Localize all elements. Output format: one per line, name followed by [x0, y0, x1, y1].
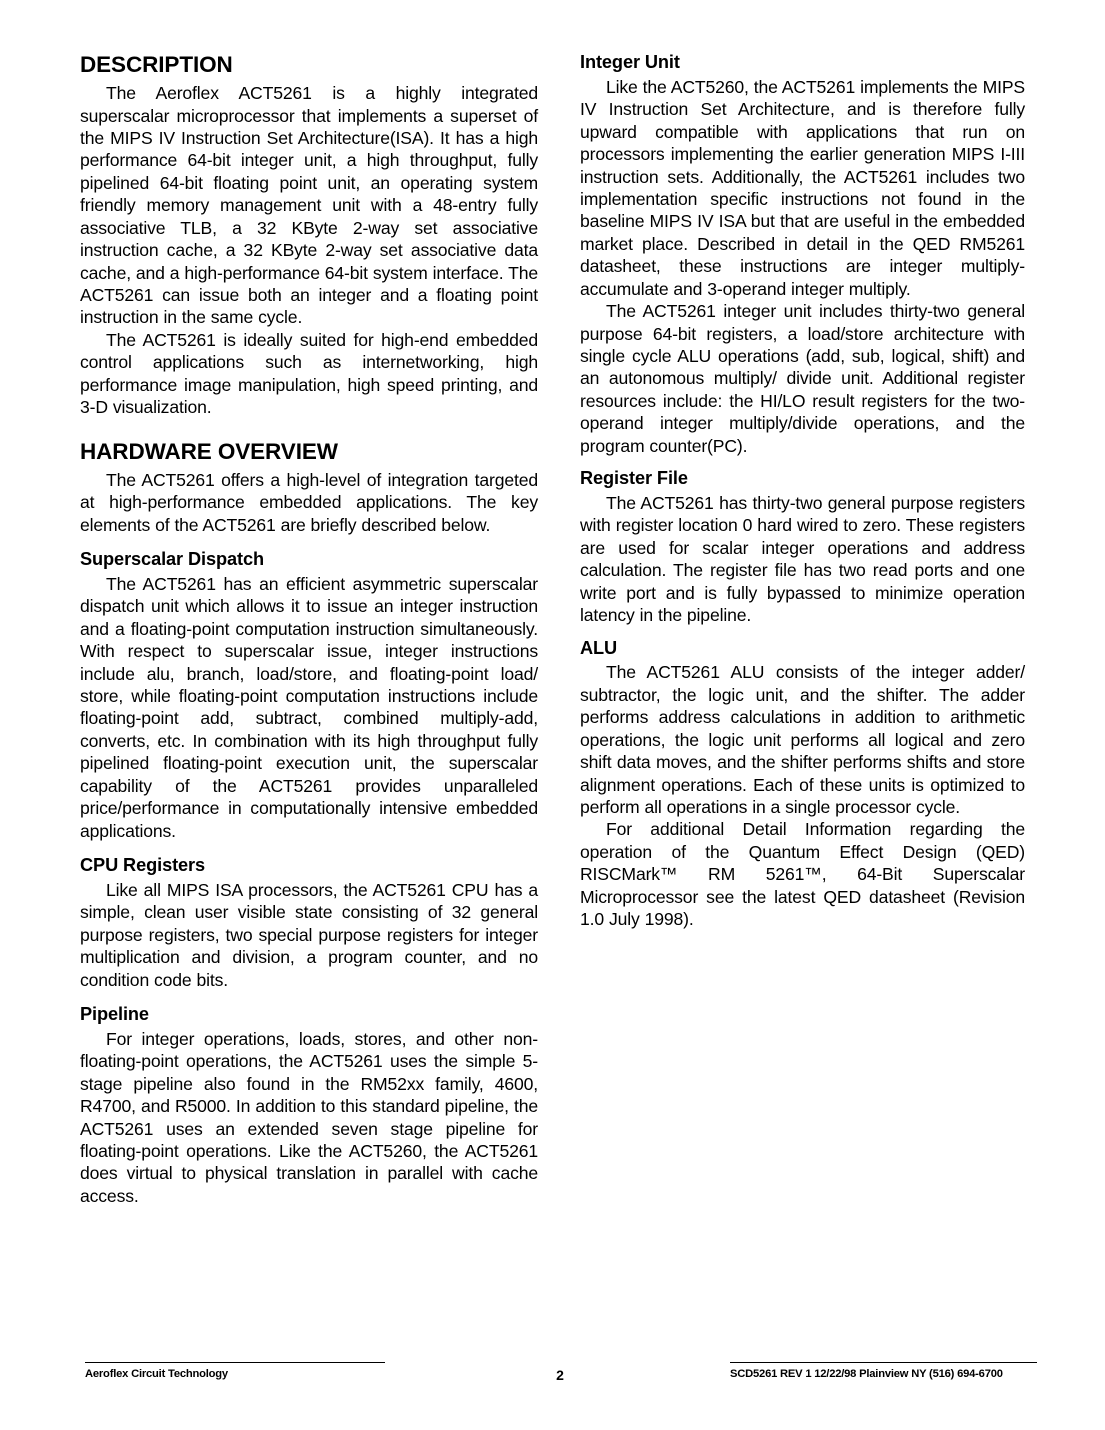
- hardware-overview-heading: HARDWARE OVERVIEW: [80, 438, 338, 464]
- footer-right-block: [730, 1362, 1037, 1380]
- footer-company-name: Aeroflex Circuit Technology: [85, 1368, 228, 1380]
- register-file-heading: Register File: [580, 468, 688, 489]
- description-heading: DESCRIPTION: [80, 52, 233, 77]
- left-column: [80, 52, 538, 1207]
- superscalar-dispatch-heading: Superscalar Dispatch: [80, 548, 264, 569]
- additional-info-paragraph: For additional Detail Information regarding the operation of the Quantum Effect Design (QED) RISCMark™ RM 5261™, 64-Bit Superscalar Microprocessor see the latest QED datasheet (Revision 1.0 July 1998).: [580, 819, 1025, 930]
- two-column-body: [80, 52, 1025, 1207]
- right-column: [580, 52, 1025, 1207]
- description-paragraph-1: The Aeroflex ACT5261 is a highly integrated superscalar microprocessor that implements a superset of the MIPS IV Instruction Set Architecture(ISA). It has a high performance 64-bit integer unit, a high throughput, fully pipelined 64-bit floating point unit, an operating system friendly memory management unit with a 48-entry fully associative TLB, a 32 KByte 2-way set associative instruction cache, a 32 KByte 2-way set associative data cache, and a high-performance 64-bit system interface. The ACT5261 can issue both an integer and a floating point instruction in the same cycle.: [80, 83, 538, 328]
- cpu-registers-paragraph-1: Like all MIPS ISA processors, the ACT5261 CPU has a simple, clean user visible state consisting of 32 general purpose registers, two special purpose registers for integer multiplication and division, a program counter, and no condition code bits.: [80, 879, 538, 990]
- pipeline-paragraph-1: For integer operations, loads, stores, and other non-floating-point operations, the ACT5261 uses the simple 5-stage pipeline also found in the RM52xx family, 4600, R4700, and R5000. In addition to this standard pipeline, the ACT5261 uses an extended seven stage pipeline for floating-point operations. Like the ACT5260, the ACT5261 does virtual to physical translation in parallel with cache access.: [80, 1028, 538, 1206]
- cpu-registers-heading: CPU Registers: [80, 854, 206, 875]
- page-number: 2: [556, 1367, 564, 1383]
- pipeline-heading: Pipeline: [80, 1003, 149, 1024]
- integer-unit-heading: Integer Unit: [580, 52, 680, 72]
- integer-unit-paragraph-2: The ACT5261 integer unit includes thirty-two general purpose 64-bit registers, a load/store architecture with single cycle ALU operations (add, sub, logical, shift) and an autonomous multiply/ divide unit. Additional register resources include: the HI/LO result registers for the two-operand integer multiply/divide operations, and the program counter(PC).: [580, 301, 1025, 456]
- hardware-overview-paragraph-1: The ACT5261 offers a high-level of integration targeted at high-performance embedded applications. The key elements of the ACT5261 are briefly described below.: [80, 469, 538, 535]
- integer-unit-paragraph-1: Like the ACT5260, the ACT5261 implements the MIPS IV Instruction Set Architecture, and is therefore fully upward compatible with applications that run on processors implementing the earlier generation MIPS I-III instruction sets. Additionally, the ACT5261 includes two implementation specific instructions not found in the baseline MIPS IV ISA but that are useful in the embedded market place. Described in detail in the QED RM5261 datasheet, these instructions are integer multiply-accumulate and 3-operand integer multiply.: [580, 76, 1025, 299]
- footer-document-id: SCD5261 REV 1 12/22/98 Plainview NY (516) 694-6700: [730, 1368, 1003, 1380]
- superscalar-dispatch-paragraph-1: The ACT5261 has an efficient asymmetric superscalar dispatch unit which allows it to issue an integer instruction and a floating-point computation instruction simultaneously. With respect to superscalar issue, integer instructions include alu, branch, load/store, and floating-point load/ store, while floating-point computation instructions include floating-point add, subtract, combined multiply-add, converts, etc. In combination with its high throughput fully pipelined floating-point execution unit, the superscalar capability of the ACT5261 provides unparalleled price/performance in computationally intensive embedded applications.: [80, 573, 538, 841]
- alu-paragraph-1: The ACT5261 ALU consists of the integer adder/ subtractor, the logic unit, and the shifter. The adder performs address calculations in addition to arithmetic operations, the logic unit performs all logical and zero shift data moves, and the shifter performs shifts and store alignment operations. Each of these units is optimized to perform all operations in a single processor cycle.: [580, 662, 1025, 817]
- footer-left-block: [85, 1362, 385, 1380]
- alu-heading: ALU: [580, 637, 618, 658]
- register-file-paragraph-1: The ACT5261 has thirty-two general purpose registers with register location 0 hard wired to zero. These registers are used for scalar integer operations and address calculation. The register file has two read ports and one write port and is fully bypassed to minimize operation latency in the pipeline.: [580, 493, 1025, 626]
- description-paragraph-2: The ACT5261 is ideally suited for high-end embedded control applications such as internetworking, high performance image manipulation, high speed printing, and 3-D visualization.: [80, 329, 538, 418]
